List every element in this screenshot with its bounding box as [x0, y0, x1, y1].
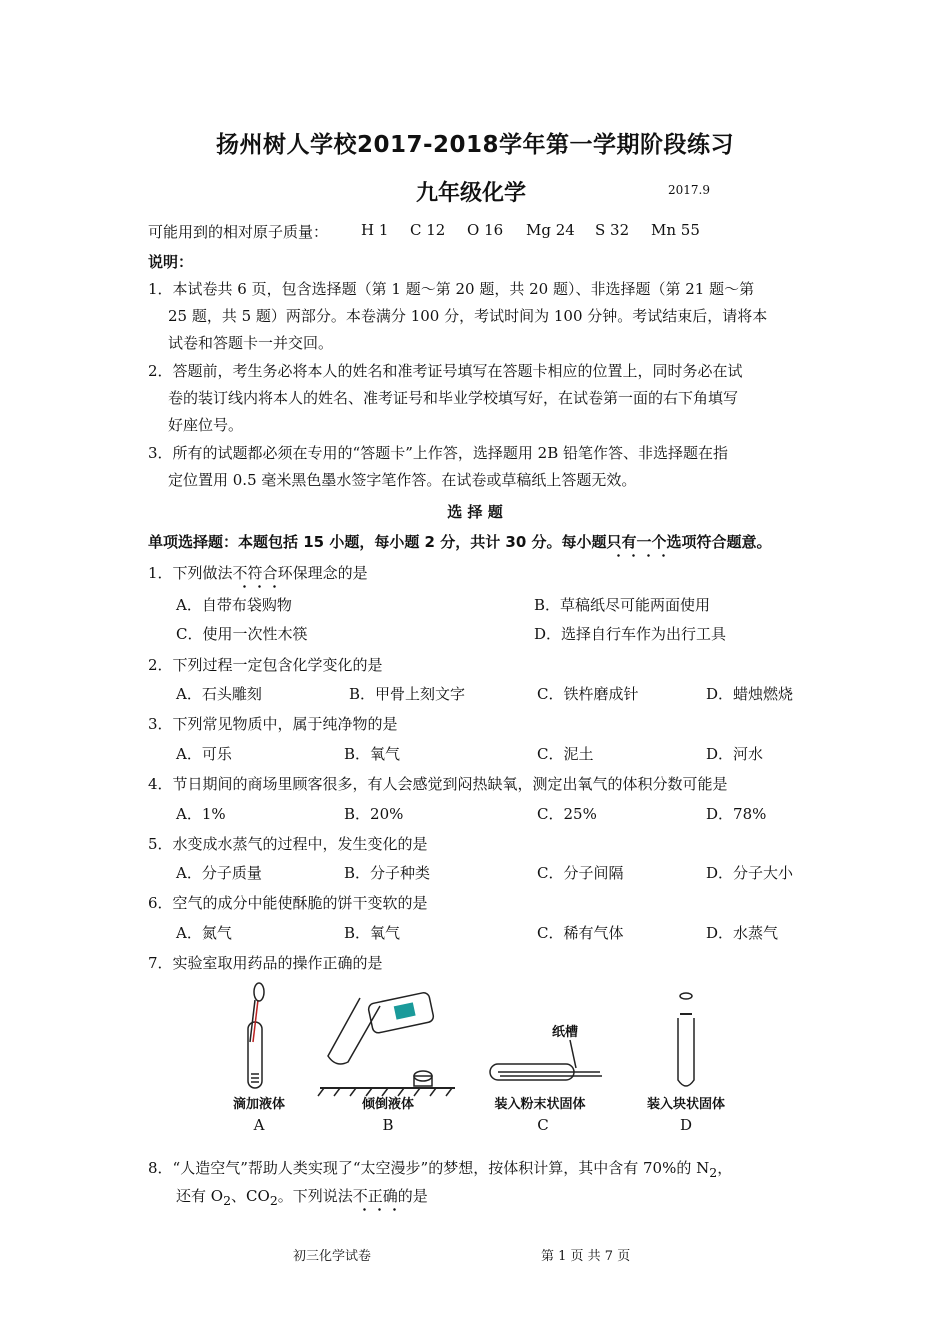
q3-option-a: A．可乐 [176, 745, 232, 763]
emphasis-not-comply: 不符合 [232, 564, 278, 582]
q5-option-b: B．分子种类 [344, 864, 431, 882]
question-4-stem: 4．节日期间的商场里顾客很多，有人会感觉到闷热缺氧，测定出氧气的体积分数可能是 [148, 775, 728, 793]
letter-a: A [253, 1116, 265, 1134]
atomic-mass-mn: Mn 55 [651, 221, 700, 239]
note-line: 25 题，共 5 题）两部分。本卷满分 100 分，考试时间为 100 分钟。考试结束后，请将本 [168, 307, 768, 325]
atomic-mass-o: O 16 [467, 221, 504, 239]
atomic-mass-h: H 1 [361, 221, 389, 239]
question-2-stem: 2．下列过程一定包含化学变化的是 [148, 656, 383, 674]
question-6-stem: 6．空气的成分中能使酥脆的饼干变软的是 [148, 894, 428, 912]
note-line: 3．所有的试题都必须在专用的“答题卡”上作答，选择题用 2B 铅笔作答、非选择题在指 [148, 444, 728, 462]
atomic-mass-label: 可能用到的相对原子质量： [148, 223, 329, 241]
letter-c: C [537, 1116, 549, 1134]
q2-option-c: C．铁杵磨成针 [537, 685, 639, 703]
q1-option-d: D．选择自行车作为出行工具 [534, 625, 727, 643]
caption-a: 滴加液体 [232, 1097, 286, 1112]
q4-option-c: C．25% [537, 805, 597, 823]
q5-option-a: A．分子质量 [176, 864, 262, 882]
footer-exam-name: 初三化学试卷 [293, 1249, 372, 1264]
q6-option-d: D．水蒸气 [706, 924, 779, 942]
emphasis-incorrect: 不正确 [352, 1187, 398, 1205]
note-line: 好座位号。 [168, 416, 244, 434]
footer-page-number: 第 1 页 共 7 页 [541, 1249, 631, 1264]
question-5-stem: 5．水变成水蒸气的过程中，发生变化的是 [148, 835, 428, 853]
q5-option-d: D．分子大小 [706, 864, 794, 882]
notes-heading: 说明： [148, 253, 194, 271]
q6-option-b: B．氧气 [344, 924, 401, 942]
q5-option-c: C．分子间隔 [537, 864, 624, 882]
q2-option-d: D．蜡烛燃烧 [706, 685, 794, 703]
caption-c: 装入粉末状固体 [494, 1097, 586, 1112]
q2-option-b: B．甲骨上刻文字 [349, 685, 466, 703]
question-8-stem-line2: 还有 $O_2$、$CO_2$。下列说法不正确的是 [176, 1187, 428, 1208]
figure-b-pouring [318, 992, 455, 1096]
note-line: 卷的装订线内将本人的姓名、准考证号和毕业学校填写好，在试卷第一面的右下角填写 [168, 389, 739, 407]
q1-option-a: A．自带布袋购物 [176, 596, 292, 614]
figure-d-solid [678, 993, 694, 1086]
letter-d: D [679, 1116, 693, 1134]
note-line: 试卷和答题卡一并交回。 [168, 334, 334, 352]
emphasis-only-one: 只有一个 [606, 533, 667, 551]
figure-a-dropper [248, 983, 264, 1088]
q3-option-b: B．氧气 [344, 745, 401, 763]
note-line: 定位置用 0.5 毫米黑色墨水签字笔作答。在试卷或草稿纸上答题无效。 [168, 471, 637, 489]
caption-b: 倾倒液体 [361, 1097, 415, 1112]
atomic-mass-s: S 32 [595, 221, 630, 239]
page-title: 扬州树人学校2017-2018学年第一学期阶段练习 [215, 132, 735, 158]
caption-d: 装入块状固体 [646, 1097, 726, 1112]
atomic-mass-mg: Mg 24 [526, 221, 575, 239]
q4-option-b: B．20% [344, 805, 404, 823]
question-3-stem: 3．下列常见物质中，属于纯净物的是 [148, 715, 398, 733]
q4-option-d: D．78% [706, 805, 767, 823]
q3-option-c: C．泥土 [537, 745, 594, 763]
annotation-paper-trough: 纸槽 [552, 1025, 579, 1040]
section-instruction: 单项选择题：本题包括 15 小题，每小题 2 分，共计 30 分。每小题只有一个选项符合题意。 [148, 533, 772, 551]
letter-b: B [382, 1116, 394, 1134]
question-1-stem: 1．下列做法不符合环保理念的是 [148, 564, 368, 582]
note-line: 1．本试卷共 6 页，包含选择题（第 1 题～第 20 题，共 20 题）、非选择题（第 21 题～第 [148, 280, 755, 298]
exam-date: 2017.9 [668, 183, 710, 197]
q1-option-b: B．草稿纸尽可能两面使用 [534, 596, 711, 614]
figure-c-powder [490, 1040, 602, 1080]
atomic-mass-c: C 12 [410, 221, 446, 239]
section-title: 选 择 题 [447, 503, 503, 521]
page-subtitle: 九年级化学 [416, 181, 527, 206]
note-line: 2．答题前，考生务必将本人的姓名和准考证号填写在答题卡相应的位置上，同时务必在试 [148, 362, 743, 380]
lab-operations-figure [200, 978, 760, 1138]
question-7-stem: 7．实验室取用药品的操作正确的是 [148, 954, 383, 972]
q4-option-a: A．1% [176, 805, 226, 823]
q6-option-a: A．氮气 [176, 924, 232, 942]
question-8-stem-line1: 8．“人造空气”帮助人类实现了“太空漫步”的梦想，按体积计算，其中含有 70%的 $N_2$， [148, 1159, 733, 1180]
q2-option-a: A．石头雕刻 [176, 685, 262, 703]
q6-option-c: C．稀有气体 [537, 924, 624, 942]
q1-option-c: C．使用一次性木筷 [176, 625, 308, 643]
q3-option-d: D．河水 [706, 745, 764, 763]
